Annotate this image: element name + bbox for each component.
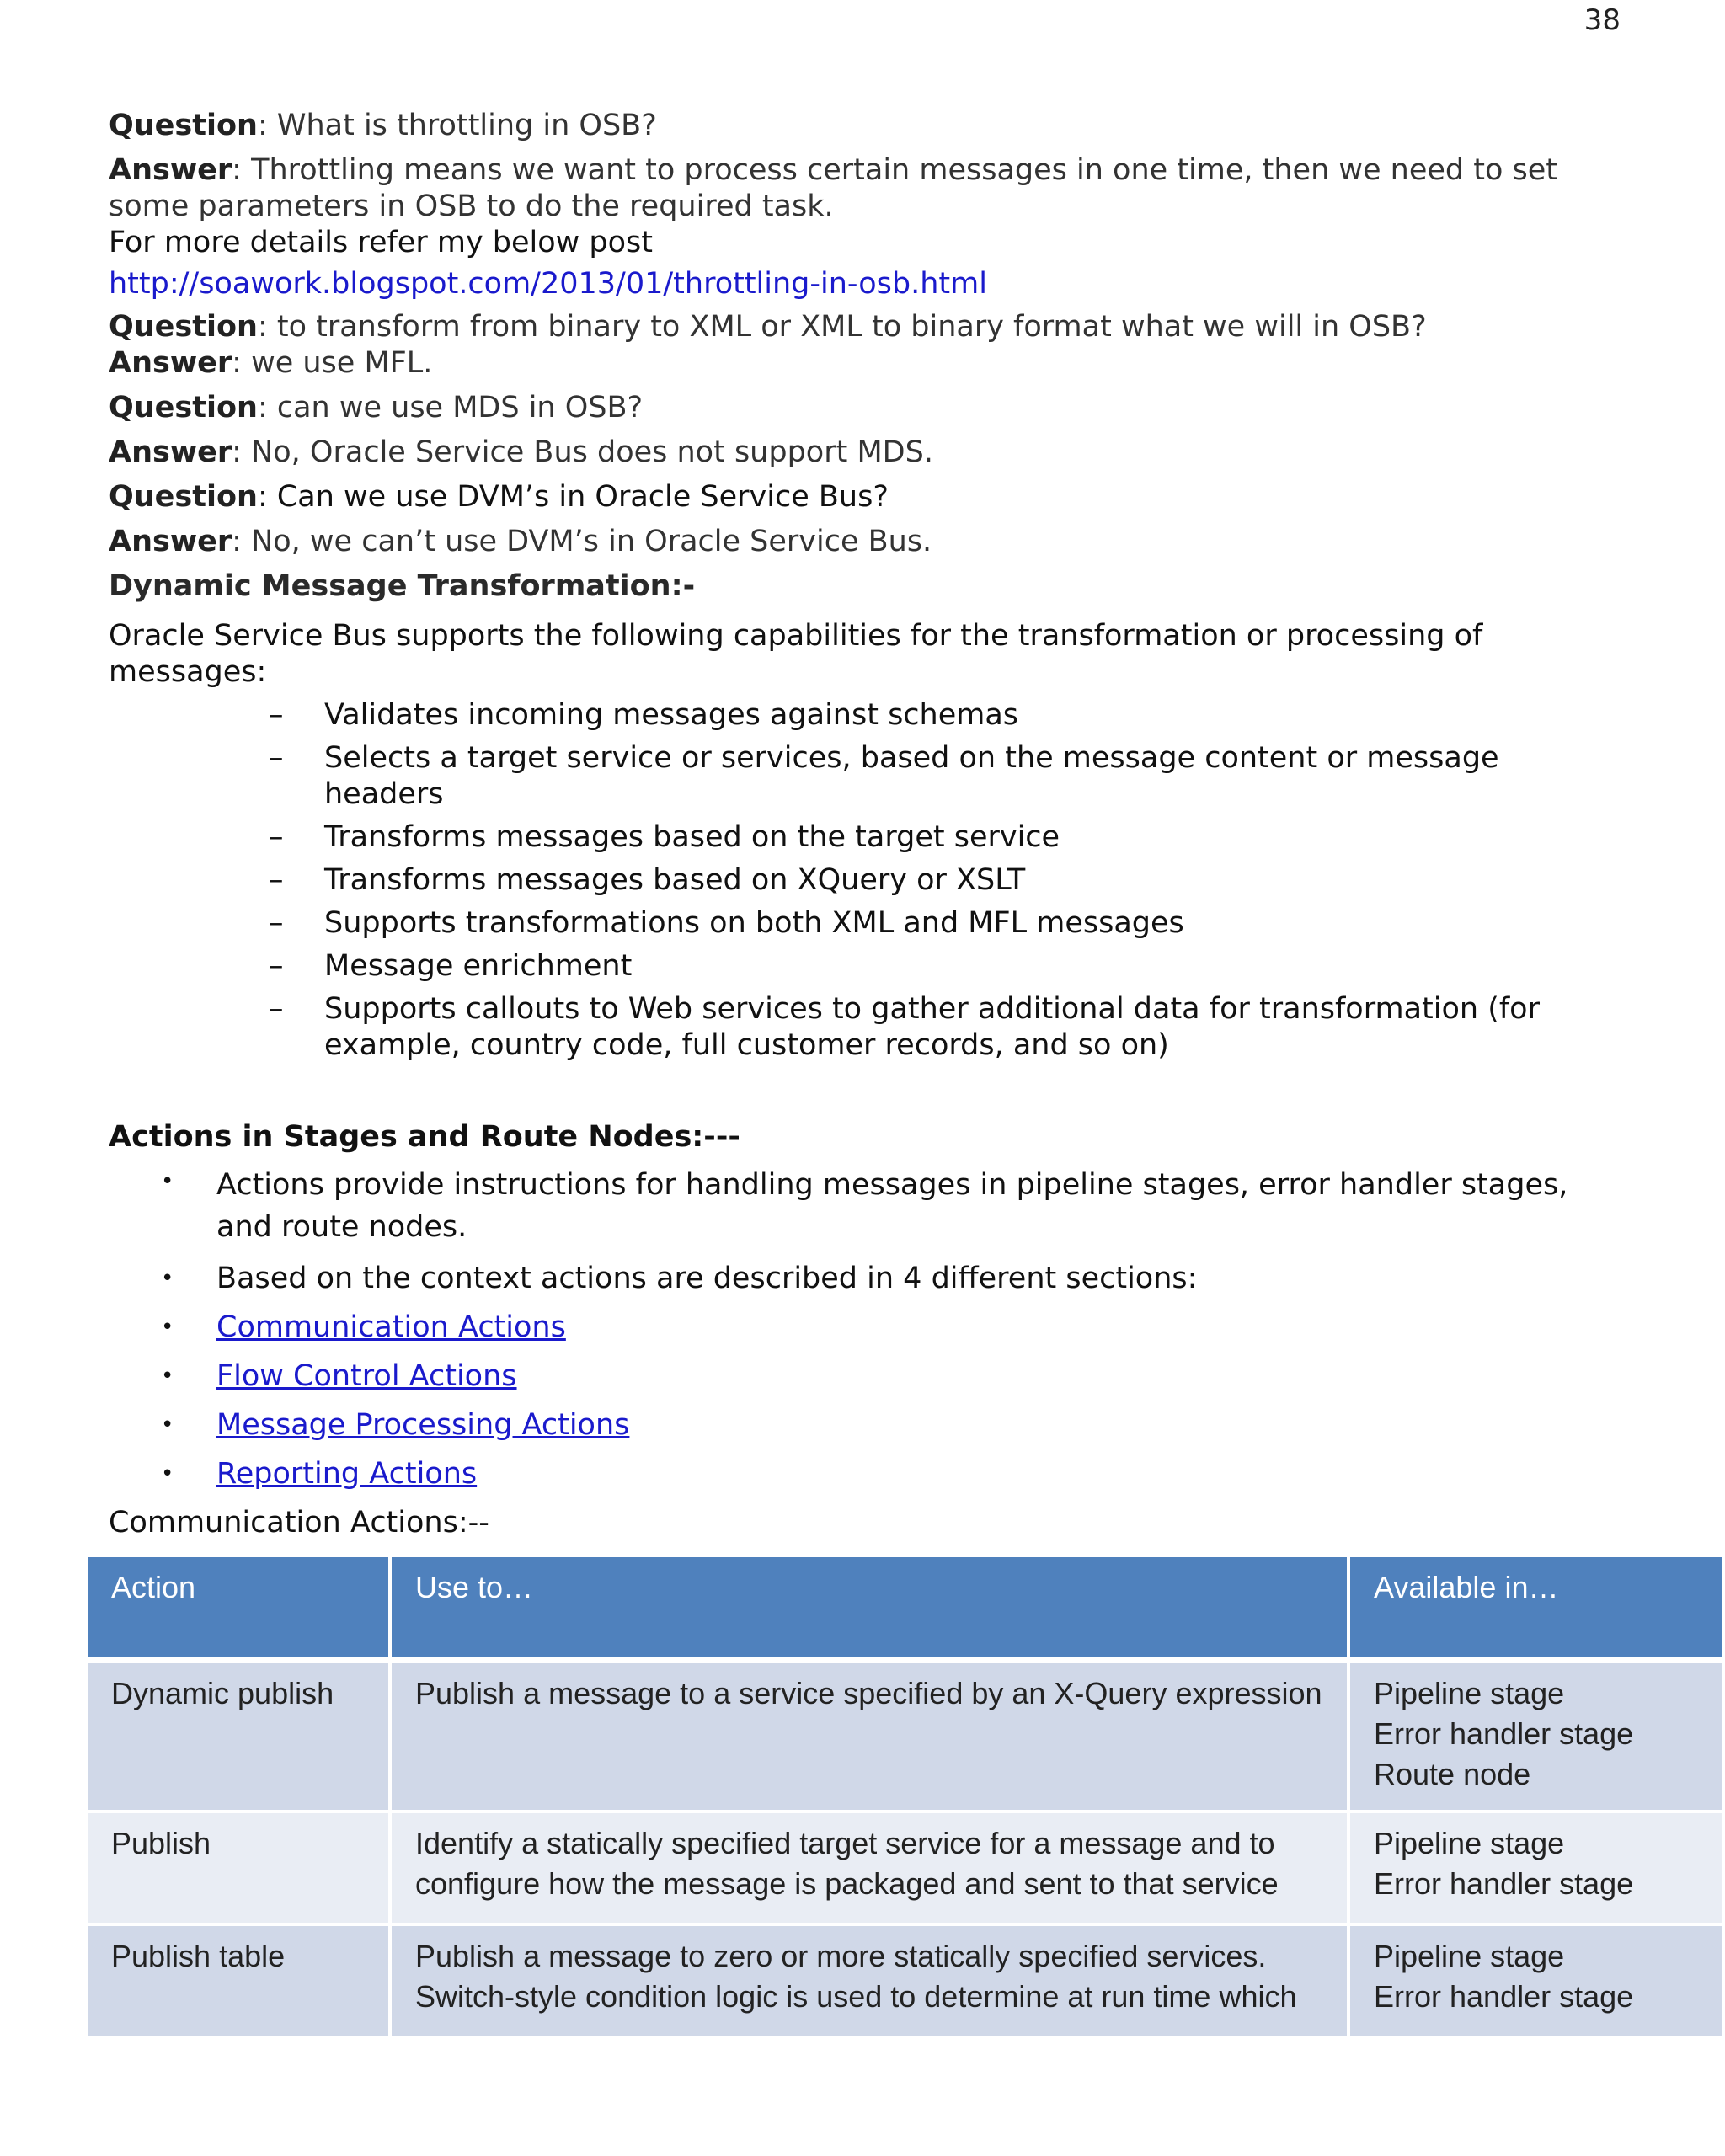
list-item: – Transforms messages based on XQuery or XSLT (269, 863, 1026, 897)
question-3 (109, 390, 1625, 426)
list-item: – Transforms messages based on the target service (269, 820, 1060, 854)
list-item: – Selects a target service or services, based on the message content or message headers (269, 741, 1499, 811)
answer-text: : we use MFL. (232, 346, 433, 380)
question-text: : can we use MDS in OSB? (257, 391, 644, 424)
bullet-marker: • (161, 1315, 174, 1340)
answer-4 (109, 524, 1625, 560)
answer-2 (109, 345, 1625, 382)
bullet-marker: • (161, 1266, 174, 1291)
question-4 (109, 479, 1625, 515)
dynamic-transformation-heading: Dynamic Message Transformation:- (109, 569, 696, 603)
list-item: – Supports callouts to Web services to gather additional data for transformation (for example, country code, full customer records, and so on) (269, 992, 1540, 1062)
list-item (109, 1358, 1625, 1395)
blog-post-link[interactable]: http://soawork.blogspot.com/2013/01/throttling-in-osb.html (109, 267, 987, 301)
page-number: 38 (1583, 3, 1621, 37)
bullet-marker: • (161, 1169, 174, 1194)
answer-label: Answer (109, 346, 232, 380)
answer-label: Answer (109, 525, 232, 558)
list-item: • Based on the context actions are described in 4 different sections: (161, 1262, 1198, 1295)
question-label: Question (109, 109, 258, 142)
list-item (109, 1456, 1625, 1492)
flow-control-actions-link[interactable]: Flow Control Actions (216, 1359, 517, 1393)
available-cell: Pipeline stage Error handler stage Route node (1350, 1663, 1722, 1813)
answer-text: : No, we can’t use DVM’s in Oracle Service Bus. (232, 525, 932, 558)
dash-marker: – (269, 949, 284, 983)
list-item: – Message enrichment (269, 949, 633, 983)
dynamic-transformation-intro: Oracle Service Bus supports the following capabilities for the transformation or processing of messages: (109, 619, 1483, 689)
capabilities-list (109, 697, 1625, 1064)
list-item: – Supports transformations on both XML and MFL messages (269, 906, 1184, 940)
answer-label: Answer (109, 153, 232, 187)
bullet-marker: • (161, 1412, 174, 1438)
list-item (109, 1407, 1625, 1444)
bullet-marker: • (161, 1461, 174, 1486)
dash-marker: – (269, 992, 284, 1026)
reporting-actions-link[interactable]: Reporting Actions (216, 1457, 478, 1491)
use-cell: Publish a message to a service specified by an X-Query expression (392, 1663, 1347, 1813)
question-label: Question (109, 310, 258, 344)
dash-marker: – (269, 820, 284, 854)
answer-label: Answer (109, 435, 232, 469)
table-row (88, 1813, 1722, 1926)
action-cell: Publish table (88, 1926, 388, 2039)
communication-actions-link[interactable]: Communication Actions (216, 1310, 566, 1344)
bullet-marker: • (161, 1364, 174, 1389)
answer-3 (109, 435, 1625, 471)
question-text: : to transform from binary to XML or XML to binary format what we will in OSB? (257, 310, 1427, 344)
dash-marker: – (269, 741, 284, 775)
use-cell: Identify a statically specified target service for a message and to configure how the message is packaged and sent to that service (392, 1813, 1347, 1926)
actions-heading: Actions in Stages and Route Nodes:--- (109, 1120, 740, 1154)
use-cell: Publish a message to zero or more statically specified services. Switch-style condition logic is used to determine at run time which (392, 1926, 1347, 2039)
more-details-text: For more details refer my below post (109, 226, 654, 259)
list-item: – Validates incoming messages against schemas (269, 698, 1019, 732)
dash-marker: – (269, 863, 284, 897)
communication-actions-caption: Communication Actions:-- (109, 1506, 489, 1540)
dash-marker: – (269, 698, 284, 732)
actions-list (109, 1164, 1625, 1492)
table-row (88, 1663, 1722, 1813)
table-row (88, 1926, 1722, 2039)
answer-1 (109, 152, 1625, 225)
list-item: • Actions provide instructions for handling messages in pipeline stages, error handler stages, and route nodes. (109, 1164, 1625, 1248)
message-processing-actions-link[interactable]: Message Processing Actions (216, 1408, 630, 1442)
action-cell: Publish (88, 1813, 388, 1926)
available-cell: Pipeline stage Error handler stage (1350, 1813, 1722, 1926)
header-action: Action (88, 1557, 388, 1663)
question-1 (109, 108, 1625, 144)
document-body (109, 108, 1625, 1541)
action-cell: Dynamic publish (88, 1663, 388, 1813)
table-header-row (88, 1557, 1722, 1663)
question-2 (109, 309, 1625, 345)
available-cell: Pipeline stage Error handler stage (1350, 1926, 1722, 2039)
question-text: : What is throttling in OSB? (257, 109, 657, 142)
question-label: Question (109, 480, 258, 514)
question-label: Question (109, 391, 258, 424)
header-use-to: Use to… (392, 1557, 1347, 1663)
answer-text: : Throttling means we want to process certain messages in one time, then we need to set some parameters in OSB to do the required task. (109, 153, 1558, 223)
header-available-in: Available in… (1350, 1557, 1722, 1663)
communication-actions-table (84, 1557, 1725, 2039)
dash-marker: – (269, 906, 284, 940)
answer-text: : No, Oracle Service Bus does not support MDS. (232, 435, 933, 469)
list-item (109, 1310, 1625, 1346)
question-text: : Can we use DVM’s in Oracle Service Bus? (257, 480, 889, 514)
